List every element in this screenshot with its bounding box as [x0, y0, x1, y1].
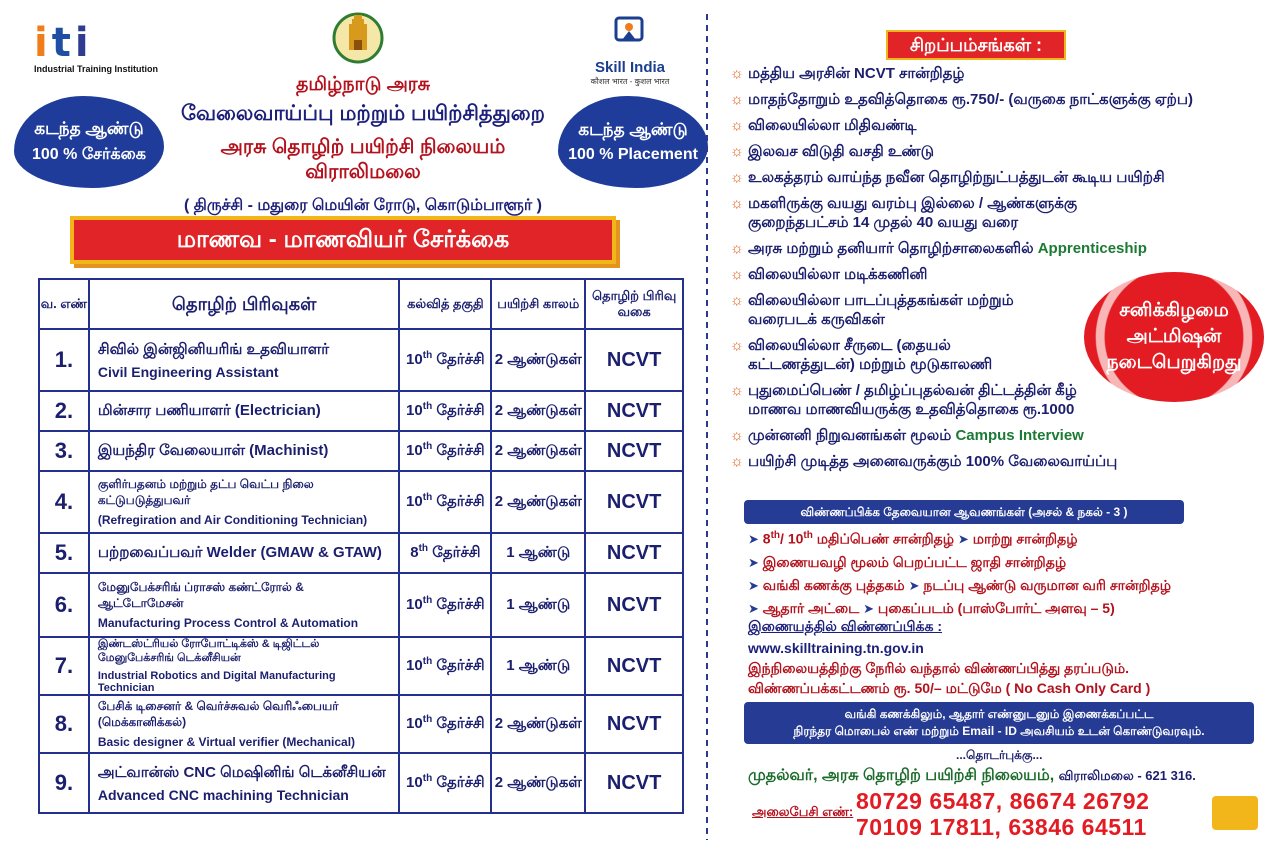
- government-title: தமிழ்நாடு அரசு: [295, 74, 431, 95]
- qualification-number: 10: [406, 442, 423, 459]
- placement-badge-line1: கடந்த ஆண்டு: [578, 120, 688, 139]
- row-number: 7.: [39, 637, 89, 695]
- feature-text: அரசு மற்றும் தனியார் தொழிற்சாலைகளில்: [748, 240, 1034, 257]
- iti-logo-mark: iti: [34, 20, 93, 66]
- list-item: [730, 116, 1270, 135]
- header-qualification: கல்வித் தகுதி: [399, 279, 491, 329]
- phone-line2: 70109 17811, 63846 64511: [856, 814, 1147, 840]
- qualification-text: தேர்ச்சி: [436, 715, 485, 732]
- feature-text: விலையில்லா மடிக்கணினி: [748, 266, 928, 283]
- placement-badge-line2: 100 % Placement: [568, 146, 698, 163]
- document-text: புகைப்படம் (பாஸ்போர்ட் அளவு – 5): [877, 599, 1115, 616]
- arrow-bullet-icon: ➤: [908, 577, 920, 593]
- document-text: மதிப்பெண் சான்றிதழ்: [816, 530, 954, 547]
- phone-label: அலைபேசி எண்:: [752, 804, 854, 819]
- sun-bullet-icon: ☼: [730, 266, 744, 283]
- sun-bullet-icon: ☼: [730, 65, 744, 82]
- qualification-number: 10: [406, 402, 423, 419]
- skill-india-figure-icon: [608, 14, 652, 50]
- table-row: [39, 573, 683, 637]
- printer-logo-icon: [1212, 796, 1258, 830]
- saturday-line2: அட்மிஷன்: [1126, 326, 1222, 347]
- feature-text: விலையில்லா பாடப்புத்தகங்கள் மற்றும் வரைபடக் கருவிகள்: [748, 292, 1014, 328]
- duration-cell: 2 ஆண்டுகள்: [491, 695, 585, 753]
- qualification-suffix: th: [422, 350, 433, 361]
- document-text: நடப்பு ஆண்டு வருமான வரி சான்றிதழ்: [923, 576, 1171, 593]
- qualification-cell: [399, 329, 491, 391]
- type-cell: NCVT: [585, 573, 683, 637]
- sun-bullet-icon: ☼: [730, 427, 744, 444]
- sun-bullet-icon: ☼: [730, 337, 744, 354]
- trade-cell: [89, 637, 400, 695]
- saturday-line3: நடைபெறுகிறது: [1106, 352, 1242, 373]
- qualification-number: 10: [406, 715, 423, 732]
- qualification-suffix: th: [422, 441, 433, 452]
- document-text: இணையவழி மூலம் பெறப்பட்ட ஜாதி சான்றிதழ்: [762, 553, 1067, 570]
- department-title: வேலைவாய்ப்பு மற்றும் பயிற்சித்துறை: [181, 102, 545, 125]
- arrow-bullet-icon: ➤: [748, 600, 759, 616]
- trade-cell: [89, 431, 400, 471]
- saturday-admission-badge: [1084, 272, 1264, 402]
- qualification-text: தேர்ச்சி: [436, 596, 485, 613]
- iti-logo: [34, 20, 184, 84]
- qualification-cell: [399, 533, 491, 573]
- sun-bullet-icon: ☼: [730, 91, 744, 108]
- header-titles: [168, 74, 558, 216]
- list-item: [730, 90, 1270, 109]
- qualification-number: 10: [406, 774, 423, 791]
- document-grade-suffix: th: [770, 530, 781, 541]
- feature-text: உலகத்தரம் வாய்ந்த நவீன தொழிற்நுட்பத்துடன் கூடிய பயிற்சி: [748, 169, 1165, 186]
- row-number: 6.: [39, 573, 89, 637]
- duration-cell: 2 ஆண்டுகள்: [491, 471, 585, 533]
- header-duration: பயிற்சி காலம்: [491, 279, 585, 329]
- qualification-cell: [399, 637, 491, 695]
- qualification-suffix: th: [422, 773, 433, 784]
- row-number: 5.: [39, 533, 89, 573]
- placement-badge: [558, 96, 708, 188]
- list-item: [730, 142, 1270, 161]
- admission-badge-line2: 100 % சேர்க்கை: [32, 146, 146, 163]
- sun-bullet-icon: ☼: [730, 169, 744, 186]
- sun-bullet-icon: ☼: [730, 382, 744, 399]
- sun-bullet-icon: ☼: [730, 143, 744, 160]
- table-row: [39, 695, 683, 753]
- table-row: [39, 391, 683, 431]
- list-item: [748, 600, 1248, 619]
- trade-cell: [89, 695, 400, 753]
- trade-name-tamil: பற்றவைப்பவர் Welder (GMAW & GTAW): [97, 543, 382, 561]
- qualification-number: 8: [410, 544, 419, 561]
- feature-text: மாதந்தோறும் உதவித்தொகை ரூ.750/- (வருகை நாட்களுக்கு ஏற்ப): [748, 91, 1193, 108]
- feature-text: முன்னனி நிறுவனங்கள் மூலம்: [748, 427, 952, 444]
- duration-cell: 2 ஆண்டுகள்: [491, 329, 585, 391]
- sun-bullet-icon: ☼: [730, 195, 744, 212]
- trade-name-tamil: மின்சார பணியாளர் (Electrician): [97, 401, 321, 419]
- trade-cell: [89, 753, 400, 813]
- qualification-number: 10: [406, 493, 423, 510]
- row-number: 1.: [39, 329, 89, 391]
- qualification-cell: [399, 573, 491, 637]
- qualification-suffix: th: [418, 543, 429, 554]
- qualification-text: தேர்ச்சி: [436, 774, 485, 791]
- iti-logo-label: Industrial Training Institution: [34, 64, 158, 74]
- column-divider: [706, 14, 708, 840]
- feature-text: மத்திய அரசின் NCVT சான்றிதழ்: [748, 65, 965, 82]
- table-row: [39, 431, 683, 471]
- duration-cell: 1 ஆண்டு: [491, 573, 585, 637]
- trade-name-tamil: குளிர்பதனம் மற்றும் தட்ப வெட்ப நிலை கட்டுபடுத்துபவர்: [97, 477, 314, 507]
- duration-cell: 2 ஆண்டுகள்: [491, 753, 585, 813]
- documents-header: விண்ணப்பிக்க தேவையான ஆவணங்கள் (அசல் & நகல் - 3 ): [744, 500, 1184, 524]
- qualification-cell: [399, 753, 491, 813]
- document-text: வங்கி கணக்கு புத்தகம்: [762, 576, 905, 593]
- principal-address: [748, 766, 1196, 786]
- trade-cell: [89, 471, 400, 533]
- qualification-text: தேர்ச்சி: [436, 657, 485, 674]
- apply-online-label: இணையத்தில் விண்ணப்பிக்க :: [748, 618, 942, 634]
- trade-name-english: Industrial Robotics and Digital Manufacturing Technician: [97, 670, 336, 694]
- trade-cell: [89, 329, 400, 391]
- trade-cell: [89, 533, 400, 573]
- type-cell: NCVT: [585, 753, 683, 813]
- qualification-suffix: th: [422, 714, 433, 725]
- list-item: [730, 64, 1270, 83]
- bank-note-box: [744, 702, 1254, 744]
- skill-india-tagline: कौशल भारत - कुशल भारत: [590, 77, 670, 86]
- type-cell: NCVT: [585, 637, 683, 695]
- apply-direct-note: இந்நிலையத்திற்கு நேரில் வந்தால் விண்ணப்பித்து தரப்படும்.: [748, 660, 1130, 676]
- qualification-suffix: th: [422, 595, 433, 606]
- table-row: [39, 533, 683, 573]
- document-grade-sep: / 10: [780, 530, 804, 547]
- qualification-number: 10: [406, 596, 423, 613]
- qualification-number: 10: [406, 351, 423, 368]
- type-cell: NCVT: [585, 431, 683, 471]
- list-item: [730, 426, 1270, 445]
- trade-name-english: Advanced CNC machining Technician: [97, 786, 349, 803]
- row-number: 2.: [39, 391, 89, 431]
- feature-text-english: Apprenticeship: [1037, 240, 1147, 257]
- duration-cell: 1 ஆண்டு: [491, 637, 585, 695]
- list-item: [748, 577, 1248, 596]
- qualification-suffix: th: [422, 492, 433, 503]
- trade-name-tamil: அட்வான்ஸ் CNC மெஷினிங் டெக்னீசியன்: [97, 763, 386, 781]
- duration-cell: 1 ஆண்டு: [491, 533, 585, 573]
- type-cell: NCVT: [585, 329, 683, 391]
- qualification-suffix: th: [422, 656, 433, 667]
- list-item: [730, 168, 1270, 187]
- principal-location: விராலிமலை - 621 316.: [1058, 768, 1196, 783]
- apply-url-link[interactable]: www.skilltraining.tn.gov.in: [748, 640, 924, 656]
- bank-note-line1: வங்கி கணக்கிலும், ஆதார் எண்னுடனும் இணைக்கப்பட்ட: [844, 707, 1154, 721]
- institute-address: ( திருச்சி - மதுரை மெயின் ரோடு, கொடும்பாளூர் ): [184, 197, 542, 214]
- qualification-text: தேர்ச்சி: [436, 351, 485, 368]
- document-grade: 8: [762, 530, 771, 547]
- row-number: 9.: [39, 753, 89, 813]
- trade-name-english: (Refregiration and Air Conditioning Technician): [97, 513, 368, 527]
- sun-bullet-icon: ☼: [730, 453, 744, 470]
- qualification-suffix: th: [422, 401, 433, 412]
- feature-text: விலையில்லா சீருடை (தையல் கட்டணத்துடன்) மற்றும் மூடுகாலணி: [748, 337, 993, 373]
- arrow-bullet-icon: ➤: [748, 577, 759, 593]
- document-text: ஆதார் அட்டை: [762, 599, 860, 616]
- sun-bullet-icon: ☼: [730, 117, 744, 134]
- qualification-number: 10: [406, 657, 423, 674]
- qualification-text: தேர்ச்சி: [432, 544, 481, 561]
- qualification-text: தேர்ச்சி: [436, 442, 485, 459]
- sun-bullet-icon: ☼: [730, 292, 744, 309]
- qualification-cell: [399, 471, 491, 533]
- list-item: [748, 554, 1248, 573]
- trade-name-tamil: பேசிக் டிசைனர் & வெர்ச்சுவல் வெரிஃபையர் (மெக்கானிக்கல்): [97, 699, 339, 729]
- header-trade: தொழிற் பிரிவுகள்: [89, 279, 400, 329]
- list-item: [730, 452, 1270, 471]
- phone-numbers: [856, 788, 1149, 840]
- qualification-text: தேர்ச்சி: [436, 402, 485, 419]
- trade-name-tamil: இண்டஸ்ட்ரியல் ரோபோட்டிக்ஸ் & டிஜிட்டல் மேனுபேக்சரிங் டெக்னீசியன்: [97, 638, 320, 664]
- table-row: [39, 329, 683, 391]
- trade-cell: [89, 573, 400, 637]
- feature-text-english: Campus Interview: [955, 427, 1084, 444]
- document-grade-suffix: th: [803, 530, 813, 541]
- list-item: [730, 239, 1270, 258]
- feature-text: விலையில்லா மிதிவண்டி: [748, 117, 917, 134]
- table-header-row: [39, 279, 683, 329]
- skill-india-title: Skill India: [594, 59, 666, 76]
- qualification-cell: [399, 695, 491, 753]
- institute-title: அரசு தொழிற் பயிற்சி நிலையம் விராலிமலை: [220, 136, 506, 183]
- row-number: 3.: [39, 431, 89, 471]
- row-number: 4.: [39, 471, 89, 533]
- admission-badge-line1: கடந்த ஆண்டு: [34, 119, 144, 138]
- row-number: 8.: [39, 695, 89, 753]
- qualification-text: தேர்ச்சி: [436, 493, 485, 510]
- type-cell: NCVT: [585, 391, 683, 431]
- table-row: [39, 637, 683, 695]
- skill-india-logo-icon: [580, 14, 680, 86]
- contact-heading: ...தொடர்புக்கு...: [956, 748, 1043, 762]
- arrow-bullet-icon: ➤: [863, 600, 875, 616]
- principal-title: முதல்வர், அரசு தொழிற் பயிற்சி நிலையம்,: [748, 767, 1055, 784]
- duration-cell: 2 ஆண்டுகள்: [491, 431, 585, 471]
- sun-bullet-icon: ☼: [730, 240, 744, 257]
- feature-text: பயிற்சி முடித்த அனைவருக்கும் 100% வேலைவாய்ப்பு: [748, 453, 1118, 470]
- course-table: [38, 278, 684, 814]
- type-cell: NCVT: [585, 471, 683, 533]
- header-type: தொழிற் பிரிவு வகை: [585, 279, 683, 329]
- qualification-cell: [399, 391, 491, 431]
- table-row: [39, 471, 683, 533]
- feature-text: மகளிருக்கு வயது வரம்பு இல்லை / ஆண்களுக்கு குறைந்தபட்சம் 14 முதல் 40 வயது வரை: [748, 195, 1078, 231]
- feature-text: புதுமைப்பெண் / தமிழ்ப்புதல்வன் திட்டத்தின் கீழ் மாணவ மாணவியருக்கு உதவித்தொகை ரூ.1000: [748, 382, 1077, 418]
- arrow-bullet-icon: ➤: [748, 554, 759, 570]
- list-item: [748, 530, 1248, 550]
- tamil-nadu-emblem-icon: [332, 10, 384, 68]
- features-title: சிறப்பம்சங்கள் :: [886, 30, 1066, 60]
- type-cell: NCVT: [585, 695, 683, 753]
- list-item: [730, 194, 1270, 232]
- table-row: [39, 753, 683, 813]
- feature-text: இலவச விடுதி வசதி உண்டு: [748, 143, 934, 160]
- type-cell: NCVT: [585, 533, 683, 573]
- trade-cell: [89, 391, 400, 431]
- trade-name-english: Basic designer & Virtual verifier (Mechanical): [97, 735, 356, 749]
- arrow-bullet-icon: ➤: [957, 531, 969, 547]
- trade-name-tamil: மேனுபேக்சரிங் ப்ராசஸ் கண்ட்ரோல் & ஆட்டோமேசன்: [97, 580, 304, 610]
- saturday-line1: சனிக்கிழமை: [1119, 300, 1229, 321]
- duration-cell: 2 ஆண்டுகள்: [491, 391, 585, 431]
- features-list: [730, 64, 1270, 478]
- trade-name-english: Manufacturing Process Control & Automation: [97, 616, 359, 630]
- trade-name-english: Civil Engineering Assistant: [97, 363, 279, 380]
- trade-name-tamil: சிவில் இன்ஜினியரிங் உதவியாளர்: [97, 340, 330, 358]
- application-fee-note: விண்ணப்பக்கட்டணம் ரூ. 50/– மட்டுமே ( No Cash Only Card ): [748, 680, 1151, 696]
- documents-list: [748, 530, 1248, 623]
- trade-name-tamil: இயந்திர வேலையாள் (Machinist): [97, 441, 329, 459]
- header-no: வ. எண்: [39, 279, 89, 329]
- phone-line1: 80729 65487, 86674 26792: [856, 788, 1150, 814]
- bank-note-line2: நிரந்தர மொபைல் எண் மற்றும் Email - ID அவசியம் உடன் கொண்டுவரவும்.: [793, 724, 1205, 738]
- document-text: மாற்று சான்றிதழ்: [972, 530, 1078, 547]
- arrow-bullet-icon: ➤: [748, 531, 759, 547]
- qualification-cell: [399, 431, 491, 471]
- admission-banner: மாணவ - மாணவியர் சேர்க்கை: [70, 216, 616, 264]
- admission-badge: [14, 96, 164, 188]
